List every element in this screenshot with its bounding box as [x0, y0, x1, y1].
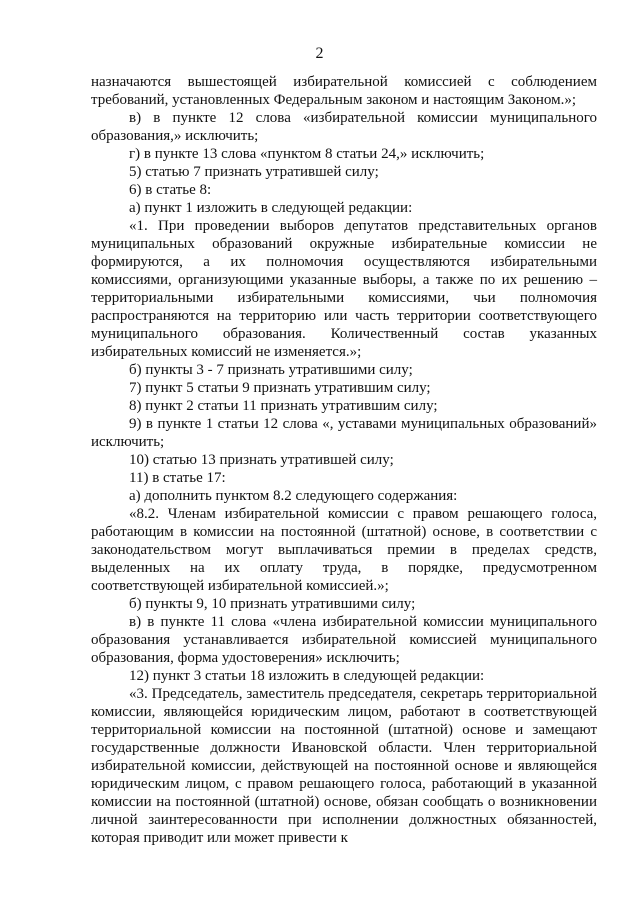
paragraph: назначаются вышестоящей избирательной комиссией с соблюдением требований, установленных Федеральным законом и настоящим Законом.»;: [91, 74, 597, 108]
paragraph: 6) в статье 8:: [129, 182, 212, 198]
paragraph: в) в пункте 12 слова «избирательной комиссии муниципального образования,» исключить;: [91, 110, 597, 144]
paragraph: б) пункты 9, 10 признать утратившими силу;: [129, 596, 416, 612]
paragraph: 12) пункт 3 статьи 18 изложить в следующей редакции:: [129, 668, 485, 684]
paragraph: 8) пункт 2 статьи 11 признать утратившим силу;: [129, 398, 438, 414]
paragraph: «3. Председатель, заместитель председателя, секретарь территориальной комиссии, являющейся юридическим лицом, работают в соответствующей территориальной комиссии на постоянной (штатной) основе и замещают государственные должности Ивановской области. Член территориальной избирательной комиссии, действующей на постоянной основе и являющейся юридическим лицом, с правом решающего голоса, работающий в указанной комиссии на постоянной (штатной) основе, обязан сообщать о возникновении личной заинтересованности при исполнении должностных обязанностей, которая приводит или может привести к: [91, 686, 597, 846]
paragraph: а) дополнить пунктом 8.2 следующего содержания:: [129, 488, 458, 504]
paragraph: г) в пункте 13 слова «пунктом 8 статьи 24,» исключить;: [129, 146, 485, 162]
paragraph: «1. При проведении выборов депутатов представительных органов муниципальных образований окружные избирательные комиссии не формируются, а их полномочия осуществляются избирательными комиссиями, организующими указанные выборы, а также по их решению – территориальными избирательными комиссиями, чьи полномочия распространяются на территорию или часть территории соответствующего муниципального образования. Количественный состав указанных избирательных комиссий не изменяется.»;: [91, 218, 597, 360]
paragraph: «8.2. Членам избирательной комиссии с правом решающего голоса, работающим в комиссии на постоянной (штатной) основе, в соответствии с законодательством могут выплачиваться премии в пределах средств, выделенных на их оплату труда, в порядке, предусмотренном соответствующей избирательной комиссией.»;: [91, 506, 597, 594]
paragraph: 11) в статье 17:: [129, 470, 226, 486]
paragraph: 7) пункт 5 статьи 9 признать утратившим силу;: [129, 380, 431, 396]
paragraph: в) в пункте 11 слова «члена избирательной комиссии муниципального образования устанавливается избирательной комиссией муниципального образования, форма удостоверения» исключить;: [91, 614, 597, 666]
paragraph: 9) в пункте 1 статьи 12 слова «, уставами муниципальных образований» исключить;: [91, 416, 597, 450]
page-number: 2: [315, 45, 324, 62]
paragraph: 5) статью 7 признать утратившей силу;: [129, 164, 379, 180]
paragraph: а) пункт 1 изложить в следующей редакции:: [129, 200, 413, 216]
paragraph: 10) статью 13 признать утратившей силу;: [129, 452, 394, 468]
paragraph: б) пункты 3 - 7 признать утратившими силу;: [129, 362, 413, 378]
document-body: [91, 73, 597, 847]
